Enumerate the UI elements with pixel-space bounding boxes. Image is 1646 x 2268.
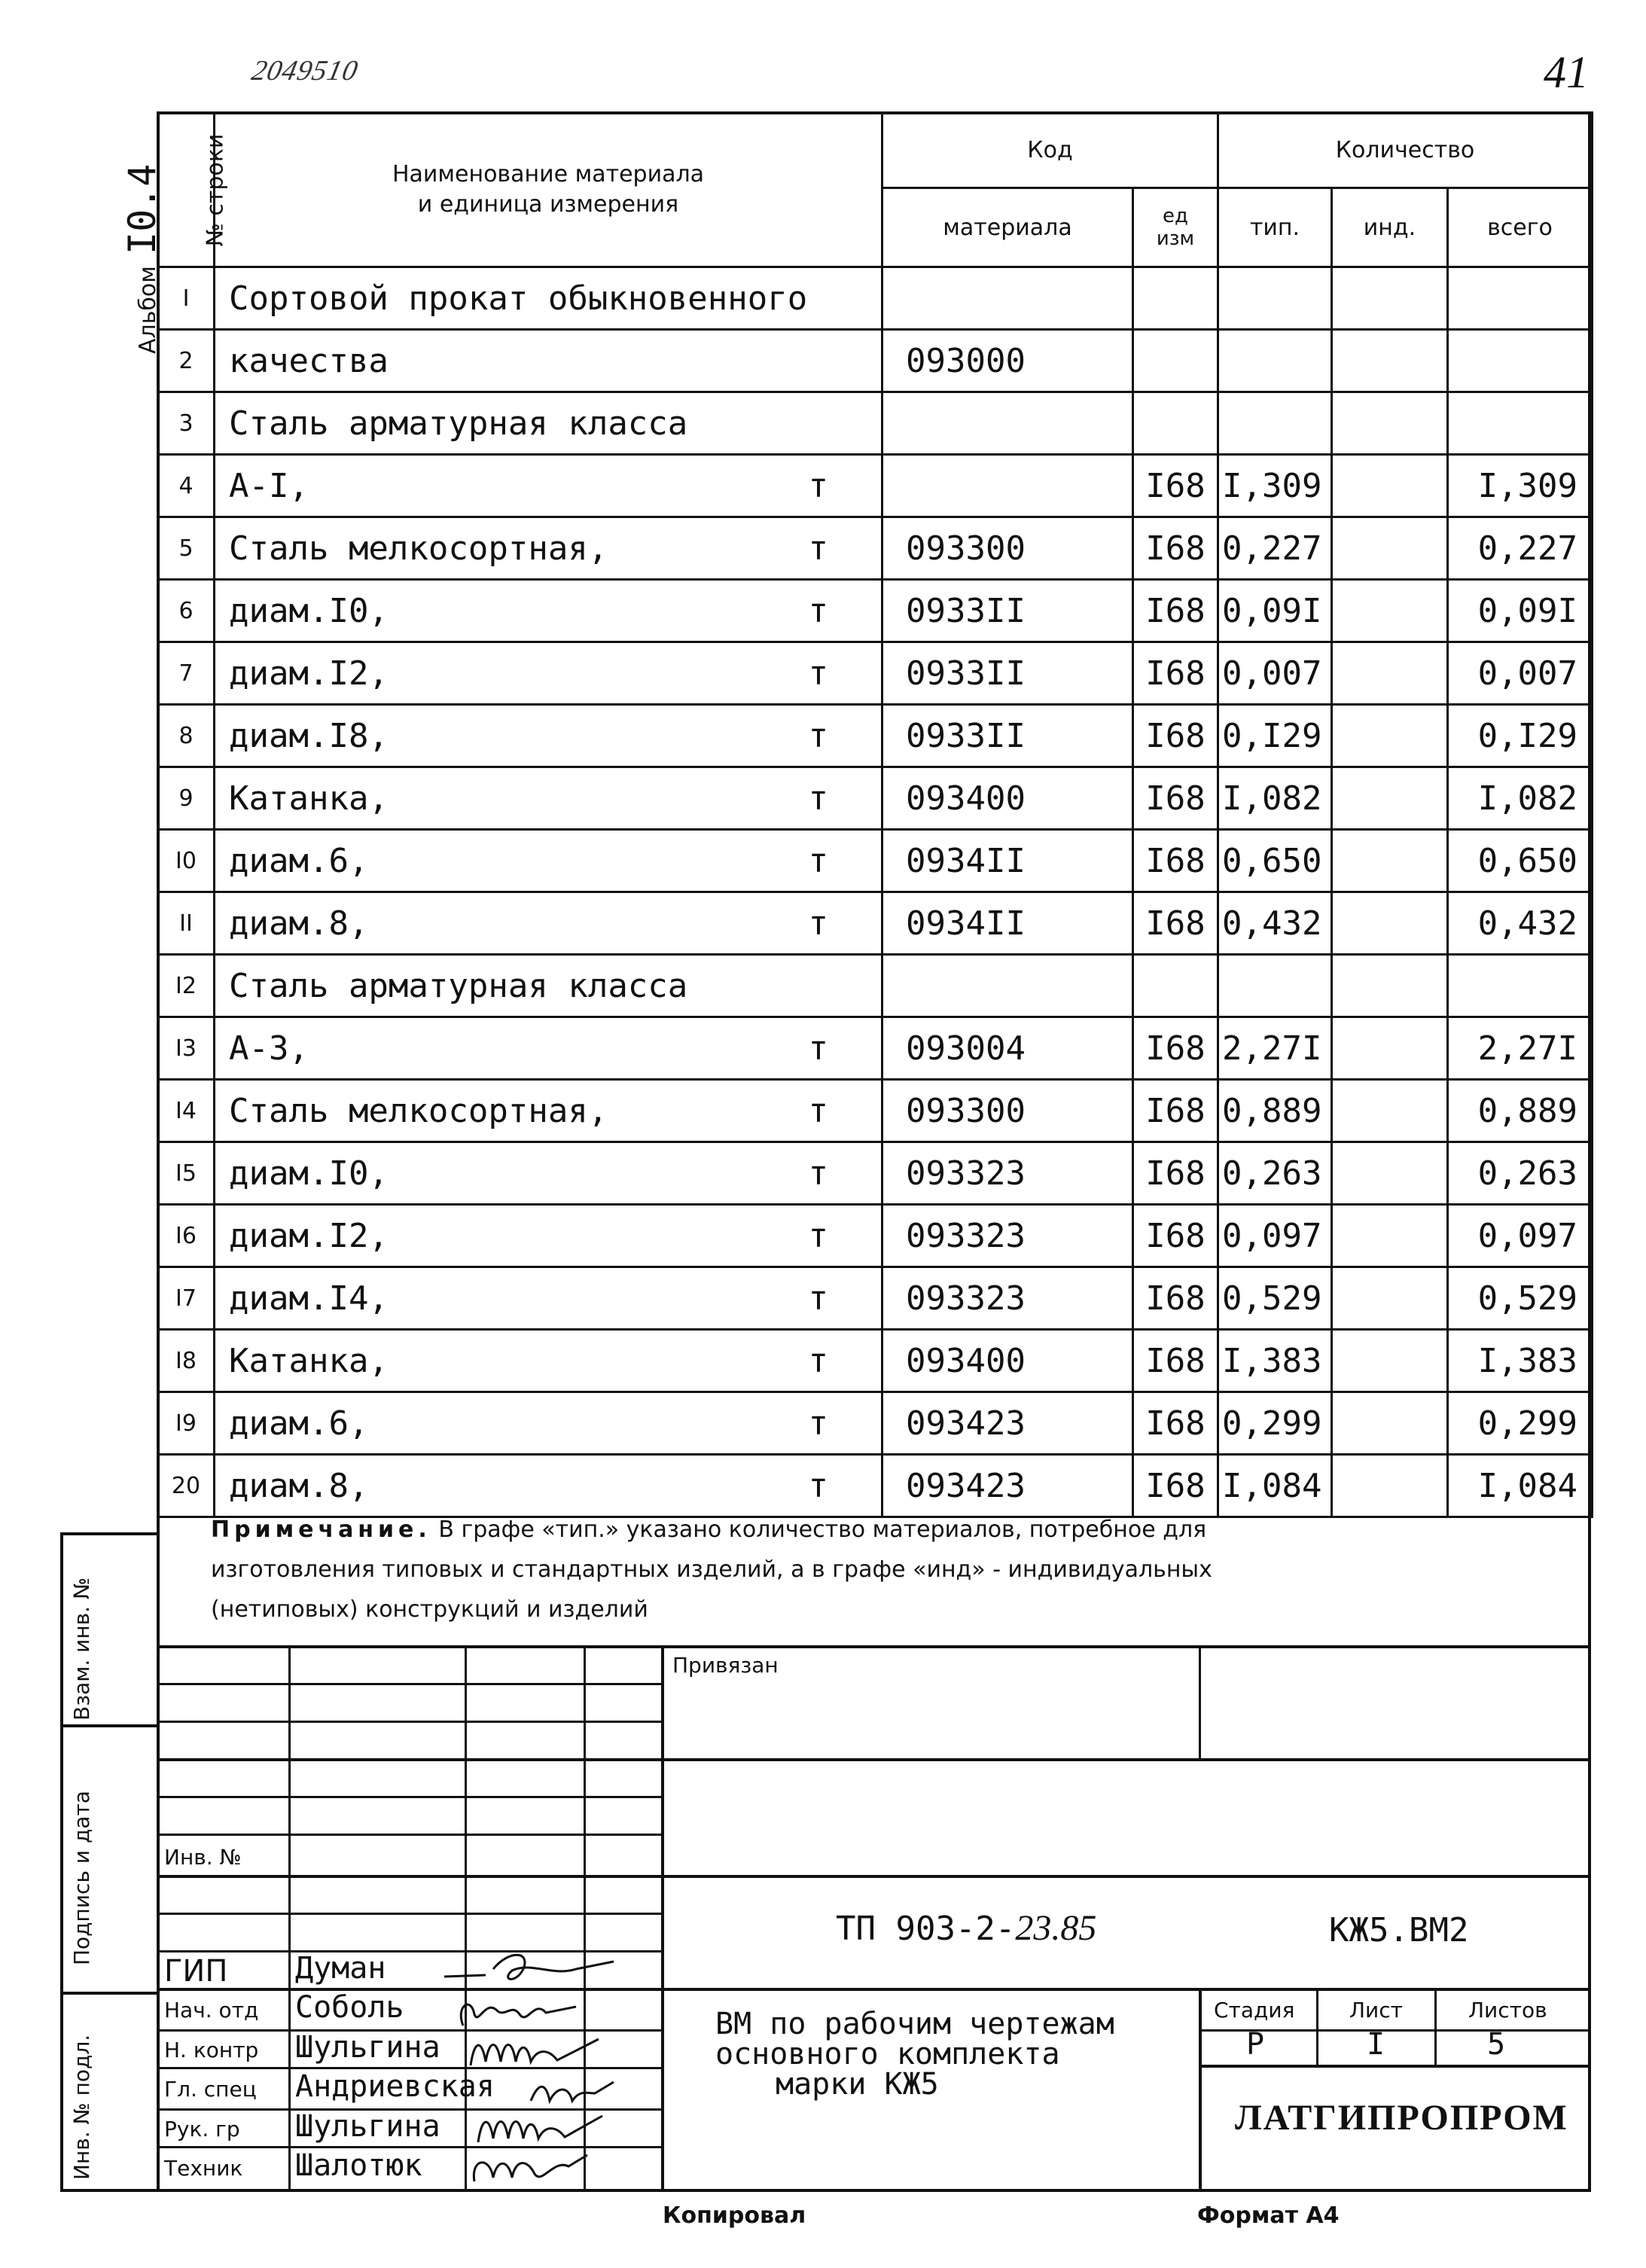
- header-code-material: материала: [882, 188, 1133, 267]
- row-name-text: Сталь мелкосортная,: [229, 1091, 608, 1130]
- row-unit-code: I68: [1133, 517, 1218, 580]
- row-unit: т: [808, 1279, 828, 1318]
- tb-vline: [661, 1645, 664, 2192]
- row-unit: т: [808, 1216, 828, 1255]
- row-number: I8: [158, 1330, 215, 1392]
- tb-description-line1: ВМ по рабочим чертежам: [715, 2007, 1114, 2041]
- footer-format: Формат А4: [1197, 2202, 1340, 2229]
- row-unit-code: I68: [1133, 1455, 1218, 1517]
- signer-role: Рук. гр: [164, 2117, 240, 2141]
- row-qty-total: 0,650: [1448, 830, 1593, 892]
- header-name-line2: и единица измерения: [417, 191, 679, 218]
- row-unit: т: [808, 591, 828, 630]
- row-name-text: диам.I0,: [229, 1154, 389, 1193]
- tb-stage-label: Стадия: [1214, 1998, 1295, 2023]
- row-unit: т: [808, 1466, 828, 1505]
- row-qty-typ: 0,09I: [1218, 580, 1332, 642]
- row-name-text: Катанка,: [229, 1341, 389, 1380]
- row-material-code: 0933II: [882, 580, 1133, 642]
- tb-vline: [1199, 1645, 1201, 1758]
- margin-strip-bottom: [60, 2189, 158, 2192]
- row-qty-typ: I,383: [1218, 1330, 1332, 1392]
- row-unit-code: I68: [1133, 705, 1218, 767]
- row-name-text: А-I,: [229, 466, 309, 505]
- row-unit-code: I68: [1133, 1392, 1218, 1455]
- row-qty-total: 0,263: [1448, 1142, 1593, 1205]
- row-unit: т: [808, 654, 828, 693]
- tb-sheets-value: 5: [1487, 2027, 1506, 2062]
- tb-stage-value: Р: [1246, 2027, 1265, 2062]
- row-qty-total: 0,432: [1448, 892, 1593, 955]
- signer-name: Соболь: [295, 1990, 404, 2025]
- row-name-text: диам.I2,: [229, 654, 389, 693]
- row-qty-total: 2,27I: [1448, 1017, 1593, 1080]
- row-qty-total: I,082: [1448, 767, 1593, 830]
- row-material-code: 093004: [882, 1017, 1133, 1080]
- margin-strip-divider-2: [60, 1992, 158, 1995]
- row-unit-code: I68: [1133, 892, 1218, 955]
- row-qty-total: 0,889: [1448, 1080, 1593, 1142]
- row-material-code: 093423: [882, 1392, 1133, 1455]
- tb-sheet-label: Лист: [1349, 1998, 1403, 2023]
- row-unit: т: [808, 841, 828, 880]
- header-qty-ind: инд.: [1332, 188, 1448, 267]
- row-qty-typ: 0,889: [1218, 1080, 1332, 1142]
- row-material-code: 093300: [882, 1080, 1133, 1142]
- row-unit-code: I68: [1133, 1017, 1218, 1080]
- tb-sheets-label: Листов: [1468, 1998, 1547, 2023]
- row-number: I5: [158, 1142, 215, 1205]
- sheet-frame: [157, 111, 1591, 2192]
- row-name-text: диам.8,: [229, 1466, 369, 1505]
- signer-name: Андриевская: [295, 2069, 495, 2104]
- tb-hline: [1199, 2065, 1591, 2068]
- note-text-1: В графе «тип.» указано количество материалов, потребное для: [438, 1517, 1207, 1543]
- row-number: 3: [158, 392, 215, 455]
- row-name-text: диам.8,: [229, 904, 369, 943]
- tb-project-code-prefix: ТП 903-2-: [836, 1910, 1016, 1948]
- row-unit-code: I68: [1133, 1142, 1218, 1205]
- row-qty-total: 0,097: [1448, 1205, 1593, 1267]
- row-number: I7: [158, 1267, 215, 1330]
- margin-strip-divider-1: [60, 1724, 158, 1727]
- note-line-3: (нетиповых) конструкций и изделий: [211, 1596, 648, 1623]
- row-number: 20: [158, 1455, 215, 1517]
- row-material-code: 093300: [882, 517, 1133, 580]
- row-material-code: 093323: [882, 1142, 1133, 1205]
- signer-name: Думан: [295, 1951, 386, 1986]
- header-qty-total: всего: [1448, 188, 1593, 267]
- row-number: 2: [158, 330, 215, 392]
- row-unit: т: [808, 529, 828, 568]
- tb-organization: ЛАТГИПРОПРОМ: [1235, 2098, 1568, 2138]
- row-qty-total: I,309: [1448, 455, 1593, 517]
- header-quantity: Количество: [1218, 113, 1593, 188]
- row-material-code: 0934II: [882, 830, 1133, 892]
- row-qty-typ: 2,27I: [1218, 1017, 1332, 1080]
- row-material-code: 093400: [882, 1330, 1133, 1392]
- row-name-text: диам.I2,: [229, 1216, 389, 1255]
- row-unit-code: I68: [1133, 767, 1218, 830]
- note-label: Примечание.: [211, 1517, 431, 1543]
- row-qty-typ: 0,650: [1218, 830, 1332, 892]
- margin-strip-top: [60, 1532, 158, 1535]
- signer-name: Шульгина: [295, 2109, 440, 2144]
- row-unit-code: I68: [1133, 642, 1218, 705]
- row-name-text: диам.6,: [229, 1404, 369, 1443]
- row-unit: т: [808, 466, 828, 505]
- row-number: 8: [158, 705, 215, 767]
- album-label-text: Альбом: [135, 266, 161, 354]
- tb-inv-no: Инв. №: [164, 1845, 242, 1870]
- top-left-stamp: 2049510: [248, 55, 361, 87]
- row-unit: т: [808, 1154, 828, 1193]
- tb-vline: [1199, 1988, 1202, 2192]
- row-material-code: 093423: [882, 1455, 1133, 1517]
- tb-project-code-hand: 23.85: [1015, 1908, 1097, 1948]
- row-unit: т: [808, 904, 828, 943]
- row-qty-total: 0,299: [1448, 1392, 1593, 1455]
- signature-tehnik: [471, 2148, 591, 2189]
- row-number: 6: [158, 580, 215, 642]
- signer-name: Шульгина: [295, 2030, 440, 2065]
- row-name-text: Сталь арматурная класса: [229, 966, 688, 1005]
- row-material-code: 093400: [882, 767, 1133, 830]
- tb-hline: [157, 1875, 1591, 1878]
- row-unit: т: [808, 1029, 828, 1068]
- margin-strip-left-edge: [60, 1532, 63, 2192]
- row-name-text: диам.I8,: [229, 716, 389, 755]
- signer-role: Н. контр: [164, 2038, 259, 2062]
- tb-vline: [465, 1645, 467, 2192]
- header-name-line1: Наименование материала: [392, 161, 705, 187]
- row-name-text: диам.I0,: [229, 591, 389, 630]
- row-qty-typ: 0,007: [1218, 642, 1332, 705]
- row-material-code: 0933II: [882, 705, 1133, 767]
- signer-role: Гл. спец: [164, 2077, 257, 2102]
- footer-copied: Копировал: [663, 2202, 806, 2229]
- row-number: 4: [158, 455, 215, 517]
- row-number: I3: [158, 1017, 215, 1080]
- tb-vline: [1316, 1988, 1318, 2065]
- row-number: 5: [158, 517, 215, 580]
- row-material-code: 0934II: [882, 892, 1133, 955]
- row-material-code: 093323: [882, 1205, 1133, 1267]
- header-row-number-text: № строки: [202, 133, 229, 246]
- row-qty-typ: 0,097: [1218, 1205, 1332, 1267]
- margin-vzam-label: Взам. инв. №: [69, 1577, 94, 1721]
- row-number: I6: [158, 1205, 215, 1267]
- note-line-2: изготовления типовых и стандартных изделий, а в графе «инд» - индивидуальных: [211, 1556, 1212, 1583]
- row-unit: т: [808, 716, 828, 755]
- row-unit: т: [808, 1341, 828, 1380]
- row-unit: т: [808, 1091, 828, 1130]
- row-qty-typ: 0,432: [1218, 892, 1332, 955]
- row-name-text: Катанка,: [229, 779, 389, 818]
- row-number: I4: [158, 1080, 215, 1142]
- row-name-text: диам.I4,: [229, 1279, 389, 1318]
- signature-nach-otd: [456, 1992, 584, 2033]
- tb-hline: [157, 1758, 1591, 1761]
- row-qty-total: 0,007: [1448, 642, 1593, 705]
- row-unit-code: I68: [1133, 1205, 1218, 1267]
- row-name-text: Сталь арматурная класса: [229, 404, 688, 443]
- row-qty-total: 0,I29: [1448, 705, 1593, 767]
- row-name-text: Сталь мелкосортная,: [229, 529, 608, 568]
- row-qty-total: 0,09I: [1448, 580, 1593, 642]
- tb-sheet-value: I: [1367, 2027, 1385, 2062]
- signature-gl-spec: [527, 2071, 617, 2112]
- tb-vline: [288, 1645, 291, 2192]
- row-name-text: Сортовой прокат обыкновенного: [229, 279, 808, 318]
- row-qty-typ: 0,529: [1218, 1267, 1332, 1330]
- row-number: I9: [158, 1392, 215, 1455]
- row-qty-total: 0,529: [1448, 1267, 1593, 1330]
- row-unit-code: I68: [1133, 1330, 1218, 1392]
- signer-name: Шалотюк: [295, 2148, 422, 2183]
- row-qty-typ: I,084: [1218, 1455, 1332, 1517]
- row-number: I: [158, 267, 215, 330]
- header-qty-typ: тип.: [1218, 188, 1332, 267]
- row-material-code: 093323: [882, 1267, 1133, 1330]
- row-material-code: 0933II: [882, 642, 1133, 705]
- row-qty-typ: 0,263: [1218, 1142, 1332, 1205]
- row-unit-code: I68: [1133, 830, 1218, 892]
- row-material-code: 093000: [882, 330, 1133, 392]
- row-unit-code: I68: [1133, 455, 1218, 517]
- margin-podpis-label: Подпись и дата: [69, 1791, 94, 1965]
- row-qty-total: 0,227: [1448, 517, 1593, 580]
- signature-ruk-gr: [474, 2108, 610, 2150]
- row-qty-typ: 0,227: [1218, 517, 1332, 580]
- margin-inv-podl-label: Инв. № подл.: [69, 2034, 94, 2180]
- row-qty-typ: I,082: [1218, 767, 1332, 830]
- row-name-text: А-3,: [229, 1029, 309, 1068]
- header-code-unit-line2: изм: [1156, 227, 1195, 250]
- row-qty-typ: I,309: [1218, 455, 1332, 517]
- row-unit: т: [808, 1404, 828, 1443]
- row-number: 9: [158, 767, 215, 830]
- signature-n-kontr: [467, 2032, 602, 2073]
- tb-vline: [1434, 1988, 1437, 2065]
- row-number: I2: [158, 955, 215, 1017]
- row-qty-total: I,383: [1448, 1330, 1593, 1392]
- signer-role: Нач. отд: [164, 1998, 259, 2023]
- row-unit-code: I68: [1133, 1080, 1218, 1142]
- row-unit-code: I68: [1133, 1267, 1218, 1330]
- tb-doc-mark: КЖ5.ВМ2: [1329, 1911, 1469, 1949]
- tb-description-line2: основного комплекта: [715, 2037, 1060, 2071]
- row-qty-total: I,084: [1448, 1455, 1593, 1517]
- row-unit: т: [808, 779, 828, 818]
- signer-role: Техник: [164, 2156, 243, 2181]
- signer-role: ГИП: [164, 1954, 228, 1989]
- page-number: 41: [1544, 47, 1589, 97]
- signature-gip: [440, 1946, 621, 1992]
- row-qty-typ: 0,299: [1218, 1392, 1332, 1455]
- row-number: 7: [158, 642, 215, 705]
- row-qty-typ: 0,I29: [1218, 705, 1332, 767]
- header-code: Код: [882, 113, 1218, 188]
- album-number: I0.4: [120, 163, 164, 255]
- row-name-text: качества: [229, 341, 389, 380]
- tb-description-line3: марки КЖ5: [776, 2067, 939, 2102]
- tb-description: [715, 2007, 1114, 2102]
- tb-top-line: [157, 1645, 1591, 1648]
- tb-project-code: [836, 1907, 1096, 1949]
- header-code-unit-line1: ед: [1163, 205, 1188, 227]
- row-name-text: диам.6,: [229, 841, 369, 880]
- row-unit-code: I68: [1133, 580, 1218, 642]
- tb-privyazan: Привязан: [672, 1653, 779, 1678]
- row-number: I0: [158, 830, 215, 892]
- row-number: II: [158, 892, 215, 955]
